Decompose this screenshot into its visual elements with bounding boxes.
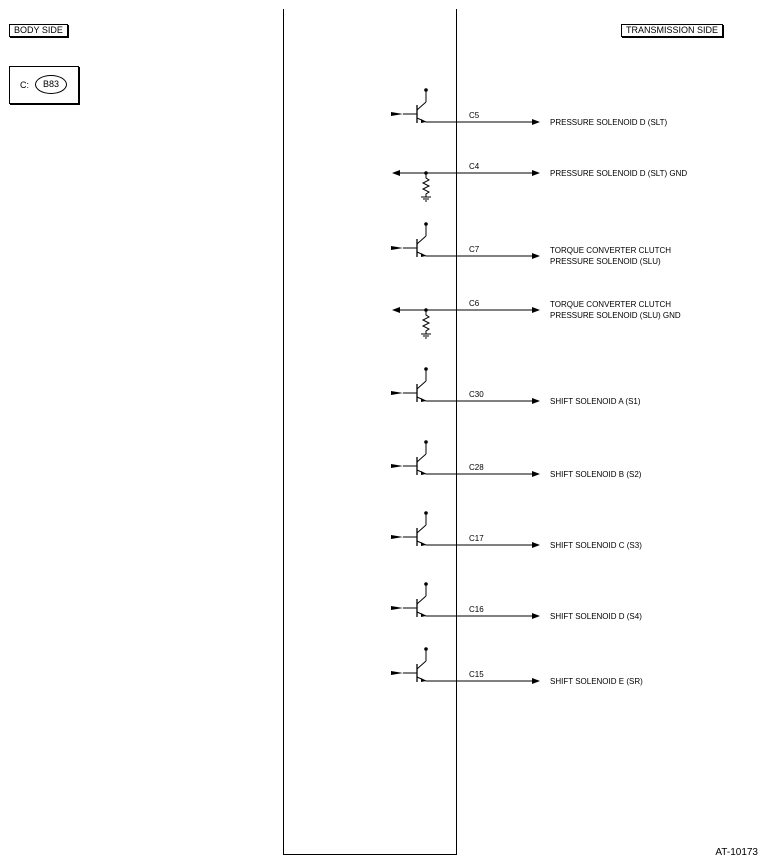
figure-id: AT-10173: [715, 847, 758, 858]
base-arrow: [391, 112, 403, 116]
supply-dot: [424, 88, 428, 92]
base-arrow: [391, 606, 403, 610]
wire-arrow: [532, 678, 540, 684]
pin-label: C7: [469, 245, 480, 254]
transmission-side-label: TRANSMISSION SIDE: [621, 24, 723, 37]
base-arrow: [391, 671, 403, 675]
supply-dot: [424, 367, 428, 371]
circuit-label-line2: PRESSURE SOLENOID (SLU) GND: [550, 311, 681, 320]
emitter-arrow: [421, 678, 426, 682]
circuit-label: SHIFT SOLENOID A (S1): [550, 397, 641, 406]
pin-label: C17: [469, 534, 484, 543]
emitter-arrow: [421, 253, 426, 257]
collector-lead: [417, 102, 426, 110]
pin-label: C6: [469, 299, 480, 308]
circuit-label-line2: PRESSURE SOLENOID (SLU): [550, 257, 661, 266]
wire-arrow: [532, 170, 540, 176]
connector-code: B83: [35, 75, 67, 94]
collector-lead: [417, 454, 426, 462]
body-side-label: BODY SIDE: [9, 24, 68, 37]
wire-arrow: [532, 253, 540, 259]
circuit-label: SHIFT SOLENOID C (S3): [550, 541, 642, 550]
circuit-label: TORQUE CONVERTER CLUTCH: [550, 246, 672, 255]
circuit-label: SHIFT SOLENOID D (S4): [550, 612, 642, 621]
circuit-label: SHIFT SOLENOID E (SR): [550, 677, 643, 686]
wire-arrow: [532, 613, 540, 619]
collector-lead: [417, 381, 426, 389]
pin-label: C4: [469, 162, 480, 171]
collector-lead: [417, 525, 426, 533]
wire-arrow: [532, 471, 540, 477]
base-arrow: [391, 391, 403, 395]
emitter-arrow: [421, 119, 426, 123]
supply-dot: [424, 647, 428, 651]
pin-label: C16: [469, 605, 484, 614]
circuit-label: TORQUE CONVERTER CLUTCH: [550, 300, 672, 309]
circuit-label: SHIFT SOLENOID B (S2): [550, 470, 642, 479]
pin-label: C15: [469, 670, 484, 679]
supply-dot: [424, 440, 428, 444]
circuit-label: PRESSURE SOLENOID D (SLT) GND: [550, 169, 688, 178]
wire-arrow: [532, 307, 540, 313]
connector-prefix: C:: [20, 80, 29, 90]
wire-arrow: [532, 542, 540, 548]
base-arrow: [391, 464, 403, 468]
base-arrow: [391, 535, 403, 539]
circuit-label: PRESSURE SOLENOID D (SLT): [550, 118, 668, 127]
supply-dot: [424, 582, 428, 586]
supply-dot: [424, 511, 428, 515]
wire-arrow: [532, 119, 540, 125]
pin-label: C28: [469, 463, 484, 472]
emitter-arrow: [421, 542, 426, 546]
wire-arrow: [532, 398, 540, 404]
emitter-arrow: [421, 471, 426, 475]
collector-lead: [417, 596, 426, 604]
emitter-arrow: [421, 613, 426, 617]
base-arrow: [391, 246, 403, 250]
collector-lead: [417, 661, 426, 669]
pin-label: C30: [469, 390, 484, 399]
emitter-arrow: [421, 398, 426, 402]
supply-dot: [424, 222, 428, 226]
pin-label: C5: [469, 111, 480, 120]
resistor-icon: [423, 173, 429, 197]
resistor-icon: [423, 310, 429, 334]
collector-lead: [417, 236, 426, 244]
